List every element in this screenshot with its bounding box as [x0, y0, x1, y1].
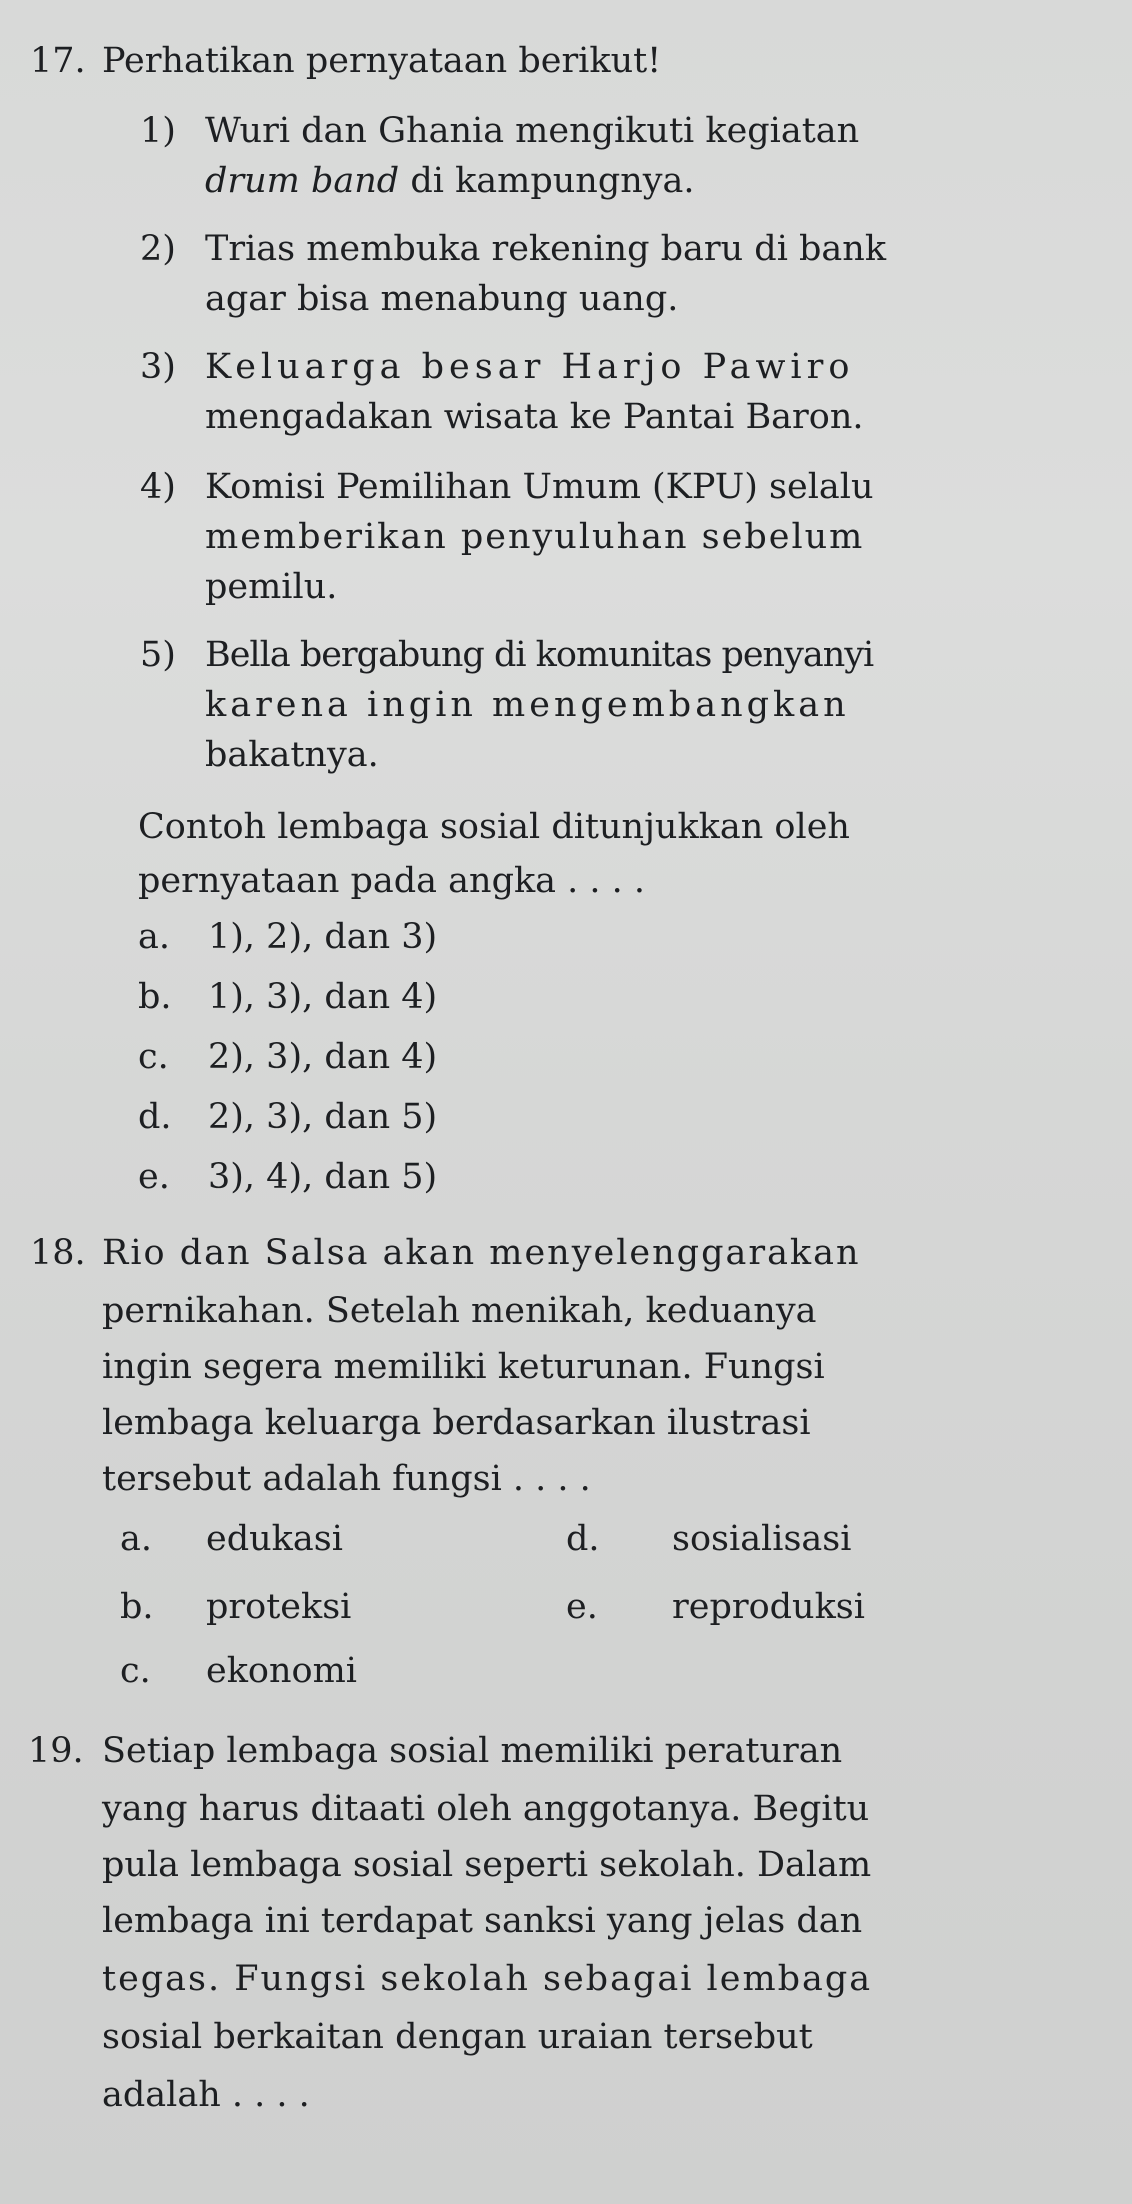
- item-number: 1): [140, 111, 176, 151]
- item-text: bakatnya.: [205, 735, 379, 775]
- question-text: yang harus ditaati oleh anggotanya. Begitu: [102, 1789, 870, 1829]
- option-b-letter: b.: [120, 1587, 154, 1627]
- item-text: Keluarga besar Harjo Pawiro: [205, 347, 855, 387]
- option-a-text: 1), 2), dan 3): [208, 917, 438, 957]
- question-text: ingin segera memiliki keturunan. Fungsi: [102, 1347, 825, 1387]
- item-text: Trias membuka rekening baru di bank: [205, 229, 887, 269]
- option-d-text: sosialisasi: [672, 1519, 852, 1559]
- question-number: 19.: [28, 1731, 84, 1771]
- option-c-text: ekonomi: [206, 1651, 357, 1691]
- question-text: Setiap lembaga sosial memiliki peraturan: [102, 1731, 843, 1771]
- option-b-text: proteksi: [206, 1587, 352, 1627]
- question-prompt: Perhatikan pernyataan berikut!: [102, 41, 662, 81]
- option-a-text: edukasi: [206, 1519, 343, 1559]
- question-text: pula lembaga sosial seperti sekolah. Dalam: [102, 1845, 872, 1885]
- option-e-text: reproduksi: [672, 1587, 865, 1627]
- item-number: 5): [140, 635, 176, 675]
- option-d-text: 2), 3), dan 5): [208, 1097, 438, 1137]
- item-text: Wuri dan Ghania mengikuti kegiatan: [205, 111, 860, 151]
- question-text: Rio dan Salsa akan menyelenggarakan: [102, 1233, 861, 1273]
- question-text: pernyataan pada angka . . . .: [138, 861, 646, 901]
- option-e-letter: e.: [566, 1587, 598, 1627]
- item-text: agar bisa menabung uang.: [205, 279, 679, 319]
- option-a-letter: a.: [120, 1519, 152, 1559]
- option-d-letter: d.: [138, 1097, 172, 1137]
- question-text: adalah . . . .: [102, 2075, 310, 2115]
- question-text: pernikahan. Setelah menikah, keduanya: [102, 1291, 817, 1331]
- option-c-text: 2), 3), dan 4): [208, 1037, 438, 1077]
- item-number: 4): [140, 467, 176, 507]
- item-number: 3): [140, 347, 176, 387]
- question-number: 18.: [30, 1233, 86, 1273]
- question-text: sosial berkaitan dengan uraian tersebut: [102, 2017, 813, 2057]
- item-text: memberikan penyuluhan sebelum: [205, 517, 865, 557]
- option-e-text: 3), 4), dan 5): [208, 1157, 438, 1197]
- item-text: pemilu.: [205, 567, 338, 607]
- option-c-letter: c.: [138, 1037, 169, 1077]
- item-text: Komisi Pemilihan Umum (KPU) selalu: [205, 467, 874, 507]
- question-number: 17.: [30, 41, 86, 81]
- option-d-letter: d.: [566, 1519, 600, 1559]
- question-text: Contoh lembaga sosial ditunjukkan oleh: [138, 807, 850, 847]
- item-text: karena ingin mengembangkan: [205, 685, 850, 725]
- item-text: drum band di kampungnya.: [205, 161, 695, 201]
- option-c-letter: c.: [120, 1651, 151, 1691]
- option-b-text: 1), 3), dan 4): [208, 977, 438, 1017]
- option-b-letter: b.: [138, 977, 172, 1017]
- option-a-letter: a.: [138, 917, 170, 957]
- item-text: Bella bergabung di komunitas penyanyi: [205, 635, 874, 675]
- option-e-letter: e.: [138, 1157, 170, 1197]
- question-text: lembaga ini terdapat sanksi yang jelas dan: [102, 1901, 863, 1941]
- question-text: tersebut adalah fungsi . . . .: [102, 1459, 591, 1499]
- question-text: lembaga keluarga berdasarkan ilustrasi: [102, 1403, 811, 1443]
- question-text: tegas. Fungsi sekolah sebagai lembaga: [102, 1959, 873, 1999]
- item-number: 2): [140, 229, 176, 269]
- item-text: mengadakan wisata ke Pantai Baron.: [205, 397, 864, 437]
